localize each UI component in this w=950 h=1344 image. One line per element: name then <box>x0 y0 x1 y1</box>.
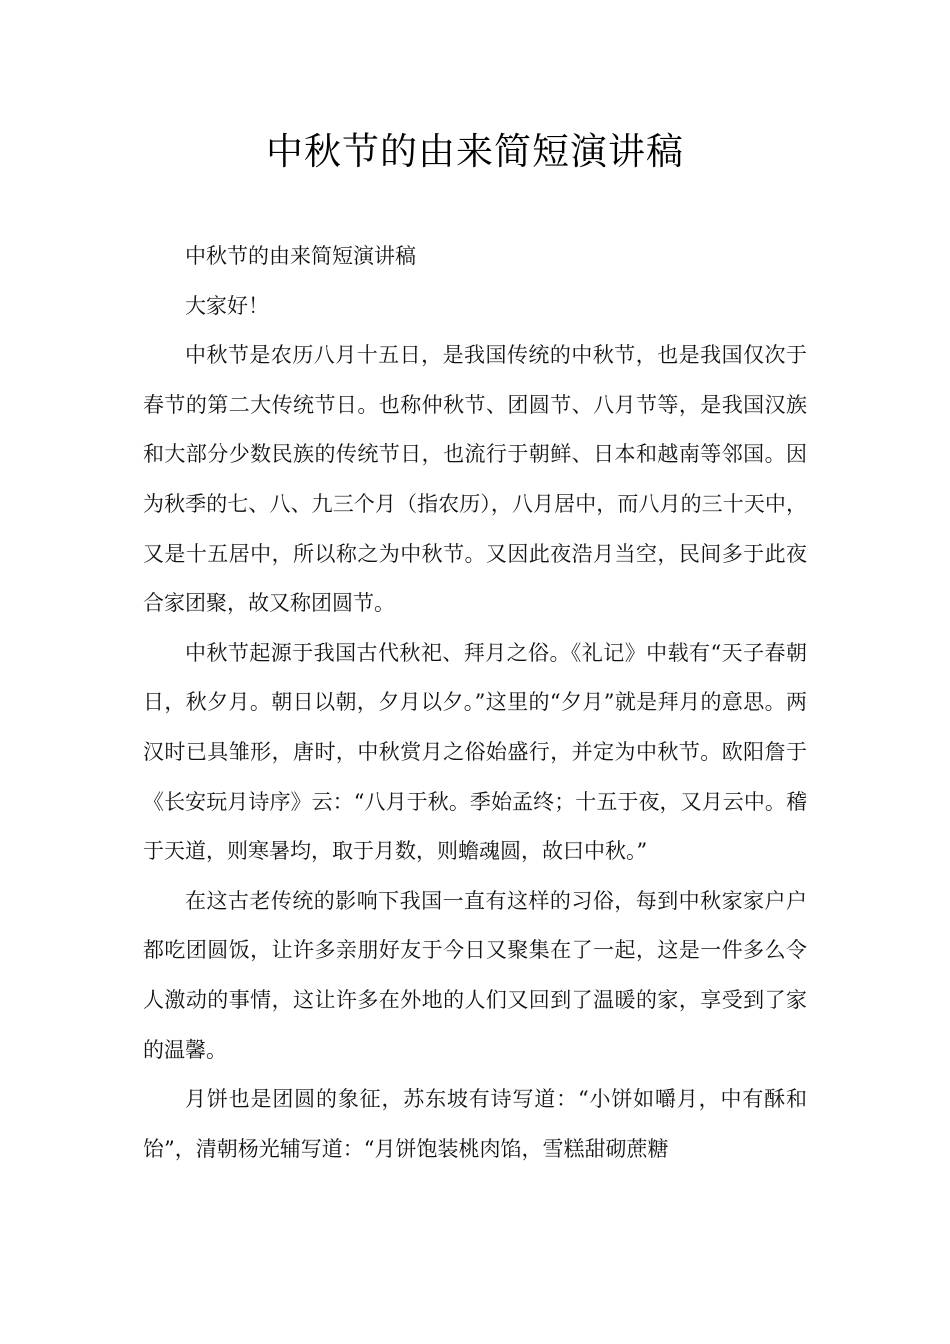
document-body <box>143 232 807 1174</box>
paragraph: 月饼也是团圆的象征，苏东坡有诗写道：“小饼如嚼月，中有酥和饴”，清朝杨光辅写道：“月饼饱装桃肉馅，雪糕甜砌蔗糖 <box>143 1087 807 1161</box>
paragraph-greeting: 大家好！ <box>185 293 269 318</box>
document-title: 中秋节的由来简短演讲稿 <box>266 130 684 173</box>
paragraph-subtitle: 中秋节的由来简短演讲稿 <box>185 244 416 268</box>
paragraph: 在这古老传统的影响下我国一直有这样的习俗，每到中秋家家户户都吃团圆饭，让许多亲朋好友于今日又聚集在了一起，这是一件多么令人激动的事情，这让许多在外地的人们又回到了温暖的家，享受到了家的温馨。 <box>143 888 807 1062</box>
paragraph: 中秋节是农历八月十五日，是我国传统的中秋节，也是我国仅次于春节的第二大传统节日。也称仲秋节、团圆节、八月节等，是我国汉族和大部分少数民族的传统节日，也流行于朝鲜、日本和越南等邻国。因为秋季的七、八、九三个月（指农历），八月居中，而八月的三十天中，又是十五居中，所以称之为中秋节。又因此夜浩月当空，民间多于此夜合家团聚，故又称团圆节。 <box>143 343 807 616</box>
paragraph: 中秋节起源于我国古代秋祀、拜月之俗。《礼记》中载有“天子春朝日，秋夕月。朝日以朝，夕月以夕。”这里的“夕月”就是拜月的意思。两汉时已具雏形，唐时，中秋赏月之俗始盛行，并定为中秋节。欧阳詹于《长安玩月诗序》云：“八月于秋。季始孟终；十五于夜，又月云中。稽于天道，则寒暑均，取于月数，则蟾魂圆，故曰中秋。” <box>143 640 807 864</box>
